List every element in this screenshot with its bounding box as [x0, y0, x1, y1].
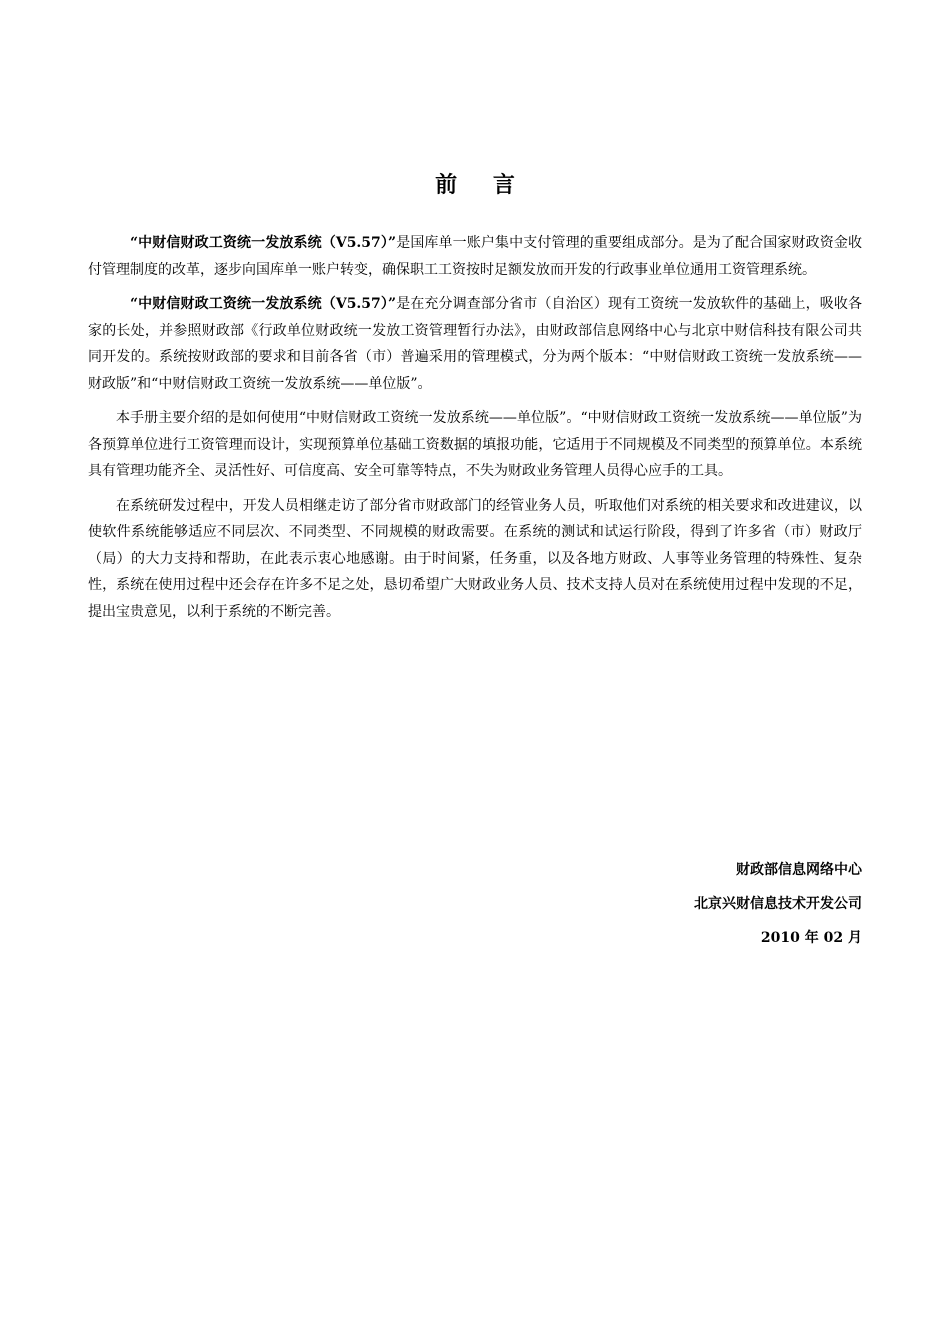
paragraph-1-lead: “中财信财政工资统一发放系统（V5.57）” — [130, 235, 397, 251]
paragraph-4-text: 在系统研发过程中，开发人员相继走访了部分省市财政部门的经管业务人员，听取他们对系统的相关要求和改进建议，以使软件系统能够适应不同层次、不同类型、不同规模的财政需要。在系统的测试和试运行阶段，得到了许多省（市）财政厅（局）的大力支持和帮助，在此表示衷心地感谢。由于时间紧，任务重，以及各地方财政、人事等业务管理的特殊性、复杂性，系统在使用过程中还会存在许多不足之处，恳切希望广大财政业务人员、技术支持人员对在系统使用过程中发现的不足，提出宝贵意见，以利于系统的不断完善。 — [88, 497, 862, 620]
paragraph-1-text: 是国库单一账户集中支付管理的重要组成部分。是为了配合国家财政资金收付管理制度的改革，逐步向国库单一账户转变，确保职工工资按时足额发放而开发的行政事业单位通用工资管理系统。 — [88, 235, 862, 278]
page-title: 前 言 — [435, 172, 529, 198]
paragraph-1 — [88, 230, 862, 283]
paragraph-3-text: 本手册主要介绍的是如何使用“中财信财政工资统一发放系统——单位版”。“中财信财政工资统一发放系统——单位版”为各预算单位进行工资管理而设计，实现预算单位基础工资数据的填报功能，它适用于不同规模及不同类型的预算单位。本系统具有管理功能齐全、灵活性好、可信度高、安全可靠等特点，不失为财政业务管理人员得心应手的工具。 — [88, 410, 862, 479]
signature-org-1: 财政部信息网络中心 — [736, 862, 862, 878]
preface-body — [88, 230, 862, 633]
signature-org-2: 北京兴财信息技术开发公司 — [694, 896, 862, 912]
paragraph-2-text: 是在充分调查部分省市（自治区）现有工资统一发放软件的基础上，吸收各家的长处，并参照财政部《行政单位财政统一发放工资管理暂行办法》，由财政部信息网络中心与北京中财信科技有限公司共同开发的。系统按财政部的要求和目前各省（市）普遍采用的管理模式，分为两个版本：“中财信财政工资统一发放系统——财政版”和“中财信财政工资统一发放系统——单位版”。 — [88, 296, 862, 392]
paragraph-3 — [88, 405, 862, 485]
signature-block — [694, 853, 862, 955]
paragraph-2-lead: “中财信财政工资统一发放系统（V5.57）” — [130, 296, 397, 312]
paragraph-2 — [88, 291, 862, 397]
signature-date: 2010 年 02 月 — [760, 930, 862, 946]
paragraph-4 — [88, 493, 862, 626]
